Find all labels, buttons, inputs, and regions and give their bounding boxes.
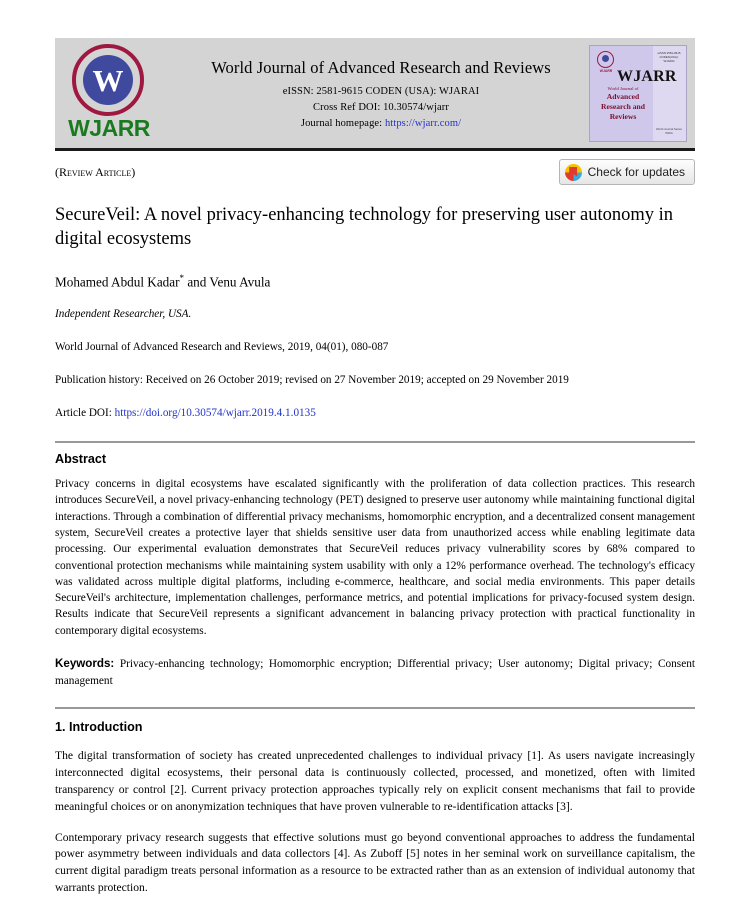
journal-homepage-line [179,118,583,129]
cover-subtitle-line2: Advanced Research and Reviews [594,92,652,123]
article-content [55,38,695,897]
journal-crossref-doi: Cross Ref DOI: 10.30574/wjarr [179,102,583,113]
author-primary: Mohamed Abdul Kadar [55,274,180,289]
journal-logo [55,39,173,147]
article-doi-label: Article DOI: [55,407,112,419]
logo-wordmark: WJARR [55,115,163,142]
cover-subtitle [594,86,652,123]
citation-line: World Journal of Advanced Research and Reviews, 2019, 04(01), 080-087 [55,341,695,353]
abstract-top-rule [55,441,695,443]
abstract-body: Privacy concerns in digital ecosystems have escalated significantly with the proliferation of data collection practices. This research introduces SecureVeil, a novel privacy-enhancing technology (PET) designed to preserve user autonomy while maintaining functional digital interactions. Through a combination of differential privacy mechanisms, homomorphic encryption, and a decentralized consent management system, SecureVeil creates a protective layer that shields sensitive user data from unauthorized access while enabling legitimate data processing. Our experimental evaluation demonstrates that SecureVeil reduces privacy vulnerability scores by 68% compared to conventional protection mechanisms while maintaining system usability with only a 12% performance overhead. The technology's efficacy was validated across multiple digital platforms, including e-commerce, healthcare, and social media environments. This paper details SecureVeil's architecture, implementation challenges, performance metrics, and potential implications for privacy-focused system design. Results indicate that SecureVeil represents a significant advancement in balancing privacy protection with practical functionality in contemporary digital ecosystems. [55,476,695,639]
masthead-divider [55,148,695,151]
article-type-row [55,159,695,193]
corresponding-author-marker: * [180,273,185,283]
logo-letter: W [83,55,133,105]
page-title: SecureVeil: A novel privacy-enhancing technology for preserving user autonomy in digital ecosystems [55,203,695,252]
keywords-line [55,656,695,689]
cover-publisher-note: World Journal Series INDIA [654,127,684,135]
cover-issn-note: eISSN 2581-9615 CODEN(USA): WJARAI [654,51,684,64]
cover-seal-label: WJARR [592,69,620,73]
introduction-paragraph-1: The digital transformation of society has created unprecedented challenges to individual privacy [1]. As users navigate increasingly interconnected digital ecosystems, their personal data is continuously collected, processed, and monetized, often with limited transparency or control [2]. Current privacy protection approaches typically rely on explicit consent mechanisms that fail to provide meaningful choices or on anonymization techniques that have proven vulnerable to re-identification attacks [3]. [55,748,695,816]
journal-masthead [55,38,695,148]
introduction-heading: 1. Introduction [55,720,695,734]
author-list [55,273,695,290]
cover-subtitle-line1: World Journal of [594,86,652,92]
author-secondary: and Venu Avula [187,274,270,289]
publication-history: Publication history: Received on 26 October 2019; revised on 27 November 2019; accepted on 29 November 2019 [55,374,695,386]
cover-wordmark: WJARR [617,68,677,86]
crossmark-icon [565,164,582,181]
article-doi-line [55,407,695,419]
check-for-updates-button[interactable] [559,159,695,185]
abstract-heading: Abstract [55,452,695,466]
journal-cover-thumbnail [589,45,687,142]
keywords-values: Privacy-enhancing technology; Homomorphic encryption; Differential privacy; User autonomy; Digital privacy; Consent management [55,658,695,687]
article-doi-link[interactable]: https://doi.org/10.30574/wjarr.2019.4.1.0135 [115,407,316,419]
keywords-label: Keywords: [55,657,114,670]
article-type-label: (Review Article) [55,165,135,180]
masthead-text [173,58,589,129]
affiliation: Independent Researcher, USA. [55,308,695,320]
journal-homepage-link[interactable]: https://wjarr.com/ [385,118,461,129]
introduction-top-rule [55,707,695,709]
check-for-updates-label: Check for updates [588,165,685,179]
journal-homepage-label: Journal homepage: [301,118,382,129]
journal-title: World Journal of Advanced Research and Reviews [179,58,583,78]
journal-issn: eISSN: 2581-9615 CODEN (USA): WJARAI [179,86,583,97]
introduction-paragraph-2: Contemporary privacy research suggests that effective solutions must go beyond conventional approaches to address the fundamental power asymmetry between individuals and data collectors [4]. As Zuboff [5] notes in her seminal work on surveillance capitalism, the current digital paradigm treats personal information as a resource to be extracted rather than as an extension of individual autonomy that warrants protection. [55,830,695,897]
cover-seal-icon [597,51,614,68]
